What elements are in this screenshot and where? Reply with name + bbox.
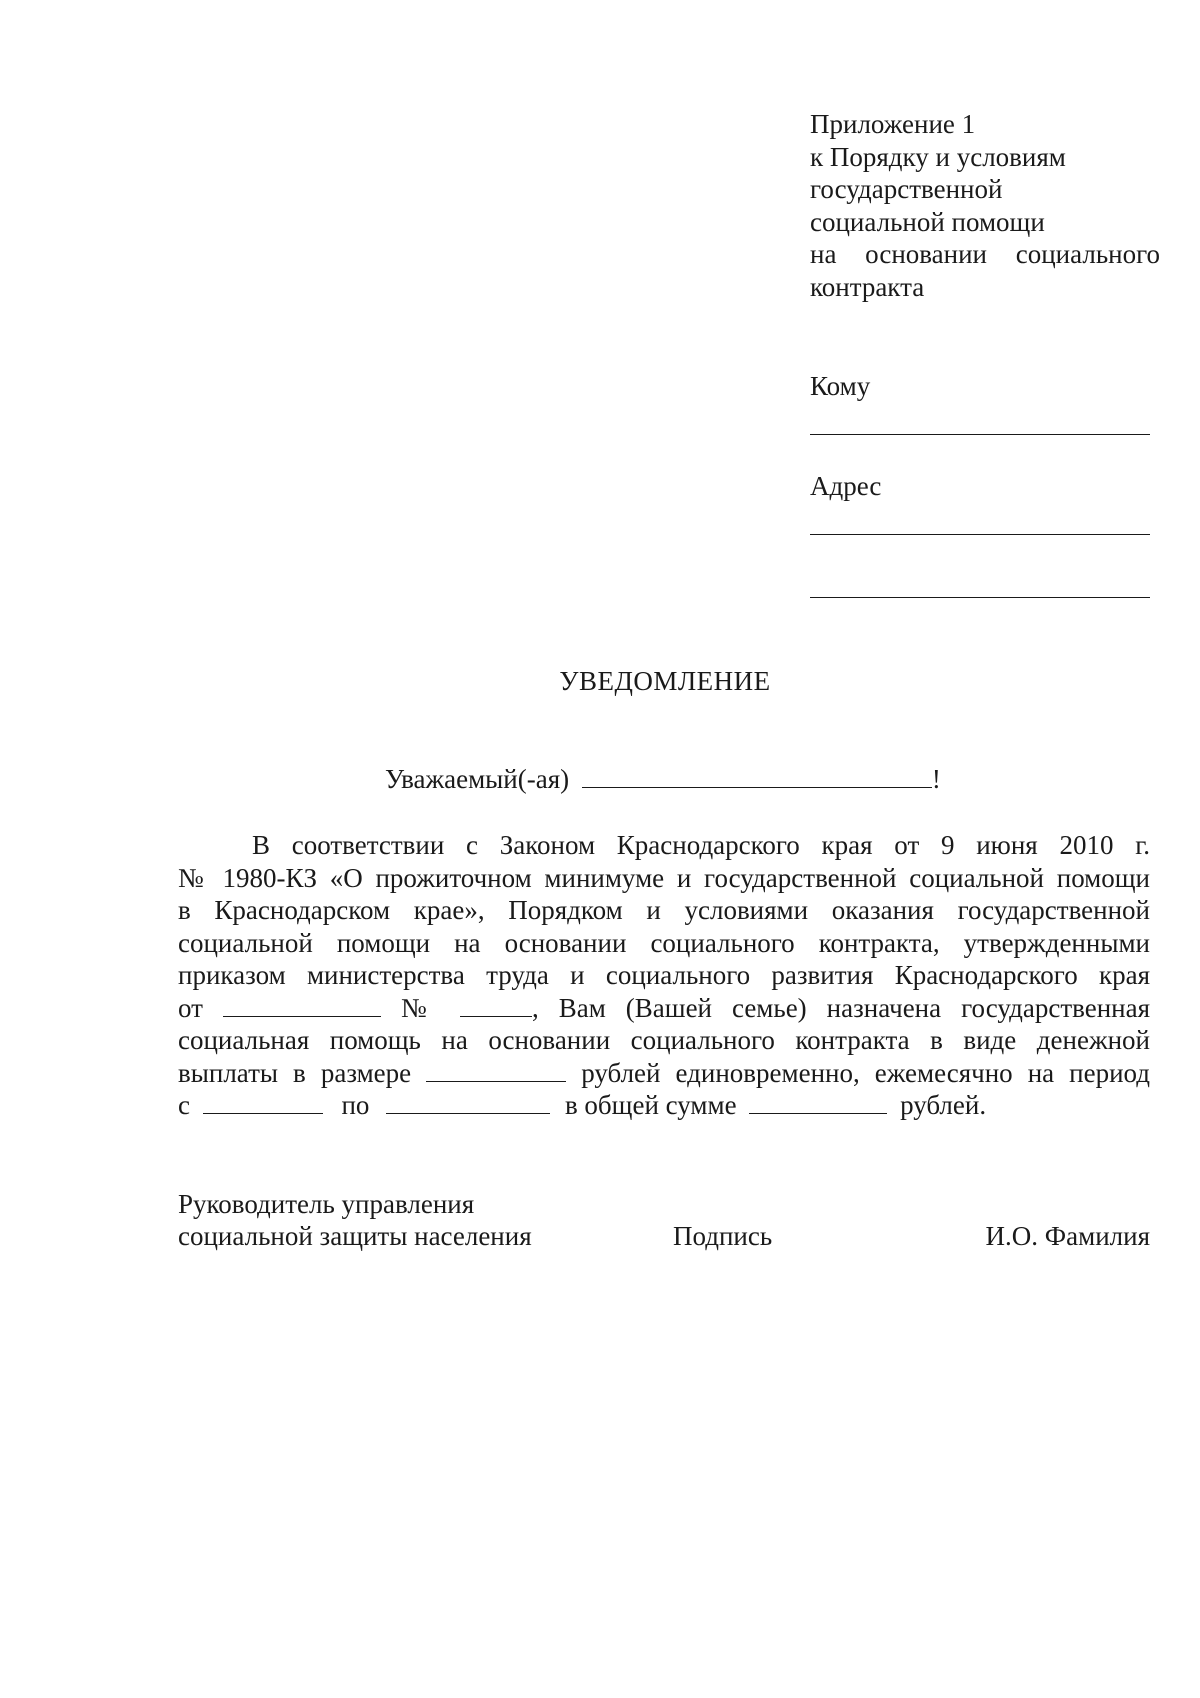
to-label: Кому	[810, 371, 871, 401]
recipient-name-blank[interactable]	[582, 765, 932, 788]
order-number-blank[interactable]	[460, 994, 532, 1017]
signature-row	[178, 1188, 1150, 1220]
payment-amount-label: выплаты в размере	[178, 1057, 412, 1088]
rubles-label: рублей.	[900, 1090, 987, 1120]
total-sum-blank[interactable]	[749, 1091, 887, 1114]
address-label: Адрес	[810, 471, 882, 501]
address-field-line[interactable]	[810, 534, 1150, 535]
order-date-blank[interactable]	[223, 994, 381, 1017]
appendix-line: Приложение 1	[810, 109, 976, 139]
body-line6-rest: , Вам (Вашей семье) назначена государственная	[531, 992, 1150, 1023]
signer-name-label: И.О. Фамилия	[985, 1221, 1150, 1251]
greeting-prefix: Уважаемый(-ая)	[385, 764, 570, 794]
body-line: приказом министерства труда и социального развития Краснодарского края	[178, 960, 1150, 990]
period-from-label: с	[178, 1090, 190, 1120]
appendix-header	[810, 108, 1160, 303]
signature-row	[178, 1220, 1150, 1252]
body-line	[178, 1089, 1150, 1122]
appendix-line: контракта	[810, 271, 925, 302]
period-from-blank[interactable]	[203, 1091, 323, 1114]
notification-body	[178, 829, 1150, 1122]
to-field-line[interactable]	[810, 434, 1150, 435]
signer-position-line1: Руководитель управления	[178, 1189, 475, 1219]
payment-amount-blank[interactable]	[426, 1059, 566, 1082]
body-line: в Краснодарском крае», Порядком и условиями оказания государственной	[178, 895, 1150, 925]
appendix-line: к Порядку и условиям	[810, 141, 1066, 172]
document-title: УВЕДОМЛЕНИЕ	[559, 666, 771, 696]
signature-label: Подпись	[673, 1221, 773, 1251]
signature-block	[178, 1188, 1150, 1252]
body-line: В соответствии с Законом Краснодарского края от 9 июня 2010 г.	[252, 830, 1150, 860]
body-line	[178, 1057, 1150, 1090]
signer-position-line2: социальной защиты населения	[178, 1221, 532, 1251]
address-field-line-2[interactable]	[810, 597, 1150, 598]
period-to-blank[interactable]	[386, 1091, 550, 1114]
total-sum-label: в общей сумме	[564, 1090, 737, 1120]
body-line: социальной помощи на основании социального контракта, утвержденными	[178, 927, 1150, 958]
appendix-line: социальной помощи	[810, 206, 1045, 237]
body-line: № 1980-КЗ «О прожиточном минимуме и государственной социальной помощи	[178, 862, 1150, 893]
greeting-suffix: !	[931, 764, 941, 794]
appendix-line: государственной	[810, 174, 1003, 204]
appendix-line: на основании социального	[810, 239, 1160, 269]
body-line: социальная помощь на основании социального контракта в виде денежной	[178, 1025, 1150, 1055]
order-from-label: от	[178, 992, 203, 1023]
body-line	[178, 992, 1150, 1025]
greeting-line	[385, 764, 941, 795]
period-to-label: по	[341, 1090, 370, 1120]
body-line8-rest: рублей единовременно, ежемесячно на период	[581, 1057, 1151, 1088]
order-number-label: №	[400, 992, 440, 1023]
